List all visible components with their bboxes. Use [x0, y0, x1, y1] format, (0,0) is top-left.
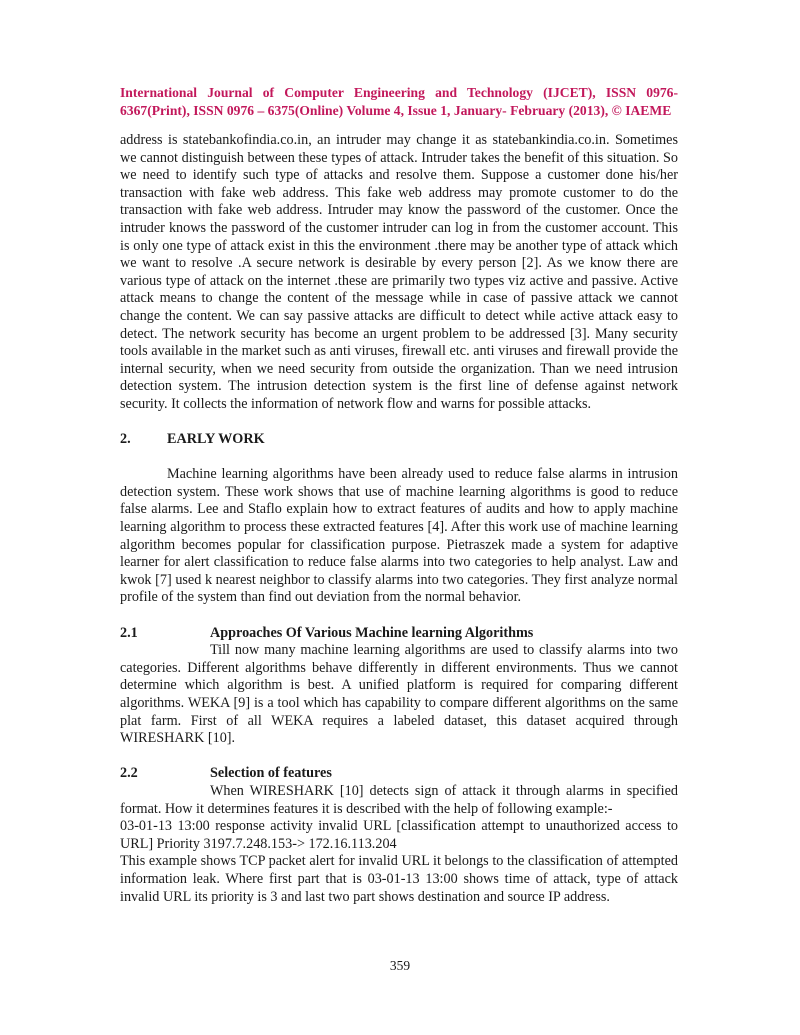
- section-number: 2.: [120, 431, 131, 448]
- journal-header: International Journal of Computer Engineering and Technology (IJCET), ISSN 0976-6367(Print), ISSN 0976 – 6375(Online) Volume 4, Issue 1, January- February (2013), © IAEME: [120, 85, 678, 118]
- approaches-paragraph: Till now many machine learning algorithms are used to classify alarms into two categories. Different algorithms behave differently in different environments. Thus we cannot determine which algorithm is best. A unified platform is required for comparing different algorithms. WEKA [9] is a tool which has capability to compare different algorithms on the same plat farm. First of all WEKA requires a labeled dataset, this dataset acquired through WIRESHARK [10].: [120, 642, 678, 747]
- section-title: Approaches Of Various Machine learning Algorithms: [210, 624, 534, 641]
- selection-paragraph: When WIRESHARK [10] detects sign of attack it through alarms in specified format. How it determines features it is described with the help of following example:-: [120, 782, 678, 817]
- section-number: 2.2: [120, 765, 138, 782]
- alert-explanation-paragraph: This example shows TCP packet alert for invalid URL it belongs to the classification of attempted information leak. Where first part that is 03-01-13 13:00 shows time of attack, type of attack invalid URL its priority is 3 and last two part shows destination and source IP address.: [120, 853, 678, 905]
- section-heading-selection-of-features: [120, 765, 678, 783]
- intro-paragraph: address is statebankofindia.co.in, an intruder may change it as statebankindia.co.in. Sometimes we cannot distinguish between these types of attack. Intruder takes the benefit of this situation. So we need to identify such type of attacks and resolve them. Suppose a customer done his/her transaction with fake web address. This fake web address may promote customer to do the transaction with fake web address. Intruder may know the password of the customer. Once the intruder knows the password of the customer intruder can log in from the customer account. This is only one type of attack exist in this the environment .there may be another type of attack which we want to resolve .A secure network is desirable by every person [2]. As we know there are various type of attack on the internet .these are primarily two types viz active and passive. Active attack means to change the content of the message while in case of passive attack we cannot change the content. We can say passive attacks are difficult to detect while active attack easy to detect. The network security has become an urgent problem to be addressed [3]. Many security tools available in the market such as anti viruses, firewall etc. anti viruses and firewall provide the internal security, when we need security from outside the organization. Than we need intrusion detection system. The intrusion detection system is the first line of defense against network security. It collects the information of network flow and warns for possible attacks.: [120, 132, 678, 412]
- early-work-paragraph: Machine learning algorithms have been already used to reduce false alarms in intrusion detection system. These work shows that use of machine learning algorithms is good to reduce false alarms. Lee and Staflo explain how to extract features of audits and how to apply machine learning algorithm to process these extracted features [4]. After this work use of machine learning algorithm becomes popular for classification purpose. Pietraszek made a system for adaptive learner for alert classification to reduce false alarms into two categories to help analyst. Law and kwok [7] used k nearest neighbor to classify alarms into two categories. They first analyze normal profile of the system than find out deviation from the normal behavior.: [120, 466, 678, 606]
- section-heading-approaches: [120, 625, 678, 643]
- section-number: 2.1: [120, 624, 138, 641]
- page-number: 359: [389, 958, 411, 973]
- section-heading-early-work: [120, 431, 678, 449]
- section-title: Selection of features: [210, 765, 332, 782]
- section-title: EARLY WORK: [167, 431, 265, 448]
- alert-example-line: 03-01-13 13:00 response activity invalid URL [classification attempt to unauthorized access to URL] Priority 3197.7.248.153-> 172.16.113.204: [120, 818, 678, 852]
- body-text: [120, 132, 678, 906]
